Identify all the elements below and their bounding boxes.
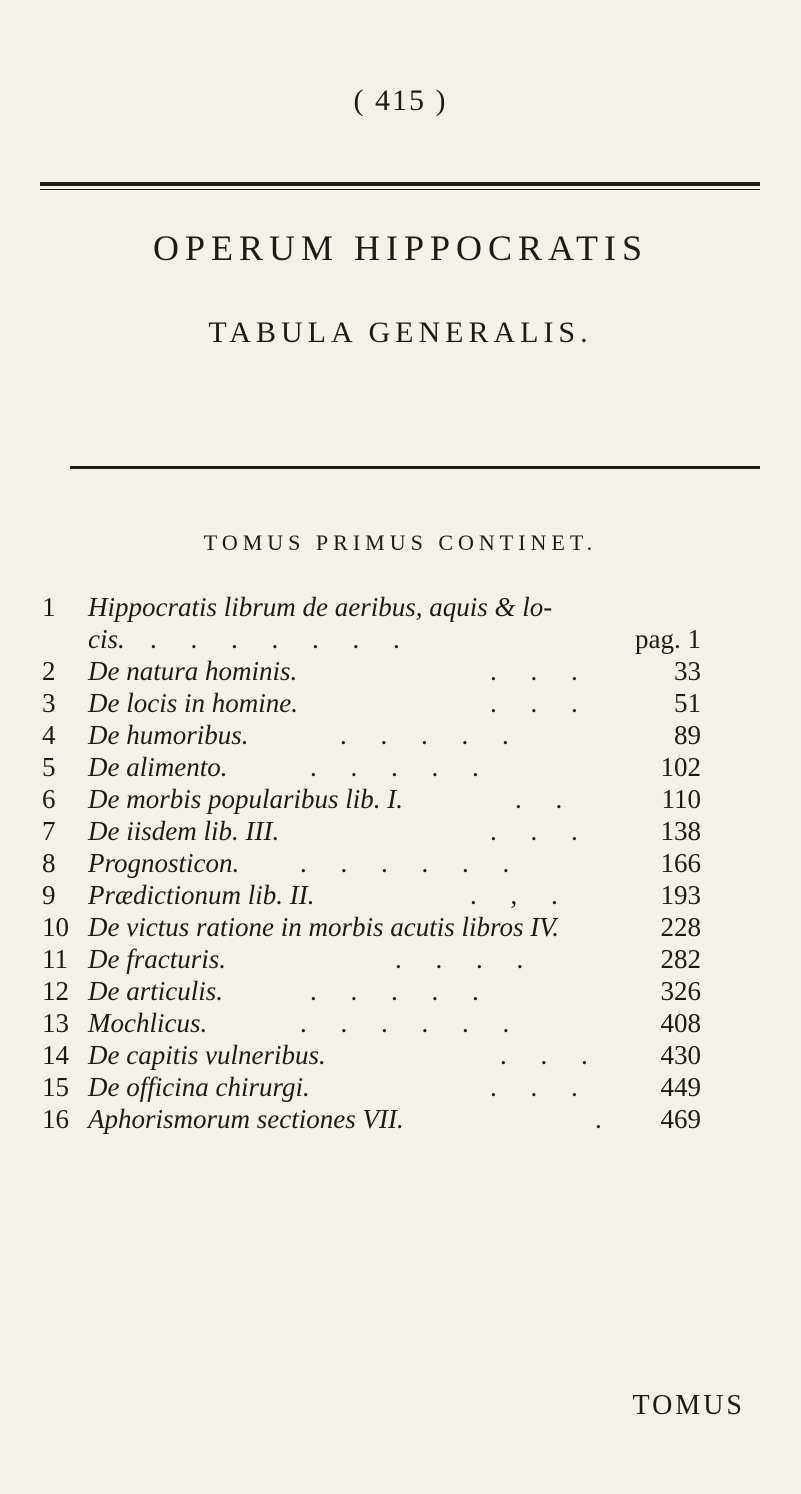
- toc-entry-leader-dots: . . . . . . .: [150, 624, 400, 654]
- toc-entry-page: 110: [661, 784, 701, 814]
- toc-entry-number: 15: [42, 1072, 69, 1102]
- top-rule-thick: [40, 182, 760, 186]
- toc-entry-leader-dots: . . .: [490, 816, 578, 846]
- toc-entry: [0, 944, 801, 974]
- toc-entry-leader-dots: . . . . .: [310, 752, 479, 782]
- toc-entry-title: De victus ratione in morbis acutis libros IV.: [88, 912, 559, 942]
- toc-entry-page: 430: [660, 1040, 701, 1070]
- toc-entry: [0, 592, 801, 622]
- toc-entry-number: 3: [42, 688, 56, 718]
- toc-entry-page: 193: [660, 880, 701, 910]
- toc-entry: [0, 1104, 801, 1134]
- toc-entry-number: 9: [42, 880, 56, 910]
- toc-entry-number: 11: [42, 944, 68, 974]
- toc-entry-page: 228: [660, 912, 701, 942]
- toc-entry-number: 10: [42, 912, 69, 942]
- toc-entry: [0, 848, 801, 878]
- toc-entry-number: 1: [42, 592, 56, 622]
- toc-entry-title: Prognosticon.: [88, 848, 240, 878]
- toc-entry: [0, 1008, 801, 1038]
- toc-entry-number: 13: [42, 1008, 69, 1038]
- toc-entry-leader-dots: . .: [515, 784, 563, 814]
- toc-entry-title: De locis in homine.: [88, 688, 298, 718]
- toc-entry-page: 138: [660, 816, 701, 846]
- toc-entry-leader-dots: .: [595, 1104, 602, 1134]
- toc-entry-page: 102: [660, 752, 701, 782]
- toc-entry-leader-dots: . . .: [490, 1072, 578, 1102]
- catchword: TOMUS: [632, 1390, 745, 1421]
- toc-entry-number: 12: [42, 976, 69, 1006]
- toc-entry: [0, 816, 801, 846]
- toc-entry-number: 4: [42, 720, 56, 750]
- toc-entry-page: pag. 1: [635, 624, 701, 654]
- toc-entry-page: 326: [660, 976, 701, 1006]
- toc-entry-number: 8: [42, 848, 56, 878]
- toc-entry-title: Aphorismorum sectiones VII.: [88, 1104, 404, 1134]
- toc-entry: [0, 656, 801, 686]
- toc-entry-title: De natura hominis.: [88, 656, 298, 686]
- toc-entry-leader-dots: . . . . . .: [300, 848, 510, 878]
- toc-entry-number: 2: [42, 656, 56, 686]
- toc-entry: [0, 1040, 801, 1070]
- toc-entry-title: Mochlicus.: [88, 1008, 208, 1038]
- toc-entry-page: 33: [674, 656, 701, 686]
- toc-entry-title: De capitis vulneribus.: [88, 1040, 326, 1070]
- top-rule-thin: [40, 189, 760, 190]
- toc-entry-leader-dots: . . .: [490, 656, 578, 686]
- toc-entry-page: 408: [660, 1008, 701, 1038]
- toc-entry-page: 449: [660, 1072, 701, 1102]
- toc-entry-number: 6: [42, 784, 56, 814]
- toc-entry: [0, 880, 801, 910]
- toc-entry-number: 14: [42, 1040, 69, 1070]
- toc-entry-title: De iisdem lib. III.: [88, 816, 280, 846]
- toc-entry: [0, 752, 801, 782]
- toc-entry-leader-dots: . , .: [470, 880, 558, 910]
- toc-entry-title: cis.: [88, 624, 125, 654]
- toc-entry: [0, 688, 801, 718]
- divider-rule: [70, 466, 760, 469]
- section-heading: TOMUS PRIMUS CONTINET.: [203, 530, 598, 555]
- toc-entry-title: Prædictionum lib. II.: [88, 880, 315, 910]
- toc-entry-title: De humoribus.: [88, 720, 249, 750]
- toc-entry-page: 282: [660, 944, 701, 974]
- toc-entry-title: De alimento.: [88, 752, 228, 782]
- toc-entry: [0, 976, 801, 1006]
- page-number: ( 415 ): [353, 84, 448, 117]
- toc-entry-leader-dots: . . .: [490, 688, 578, 718]
- toc-entry: [0, 912, 801, 942]
- toc-entry-leader-dots: . . . . .: [340, 720, 509, 750]
- toc-entry-title: De fracturis.: [88, 944, 226, 974]
- toc-entry-title: Hippocratis librum de aeribus, aquis & lo-: [88, 592, 553, 622]
- toc-entry-number: 16: [42, 1104, 69, 1134]
- toc-entry-number: 5: [42, 752, 56, 782]
- toc-entry-page: 166: [660, 848, 701, 878]
- toc-entry-title: De officina chirurgi.: [88, 1072, 310, 1102]
- toc-entry-leader-dots: . . . . . .: [300, 1008, 510, 1038]
- toc-entry-continuation: [0, 624, 801, 654]
- toc-entry-leader-dots: . . . . .: [310, 976, 479, 1006]
- toc-entry: [0, 720, 801, 750]
- toc-entry: [0, 1072, 801, 1102]
- toc-entry-leader-dots: . . .: [500, 1040, 588, 1070]
- toc-entry-page: 51: [674, 688, 701, 718]
- toc-entry-page: 469: [660, 1104, 701, 1134]
- main-title: OPERUM HIPPOCRATIS: [152, 228, 649, 268]
- toc-entry-number: 7: [42, 816, 56, 846]
- toc-entry-page: 89: [674, 720, 701, 750]
- sub-title: TABULA GENERALIS.: [208, 316, 593, 349]
- toc-entry-title: De articulis.: [88, 976, 223, 1006]
- toc-entry-leader-dots: . . . .: [395, 944, 524, 974]
- toc-entry-title: De morbis popularibus lib. I.: [88, 784, 404, 814]
- toc-entry: [0, 784, 801, 814]
